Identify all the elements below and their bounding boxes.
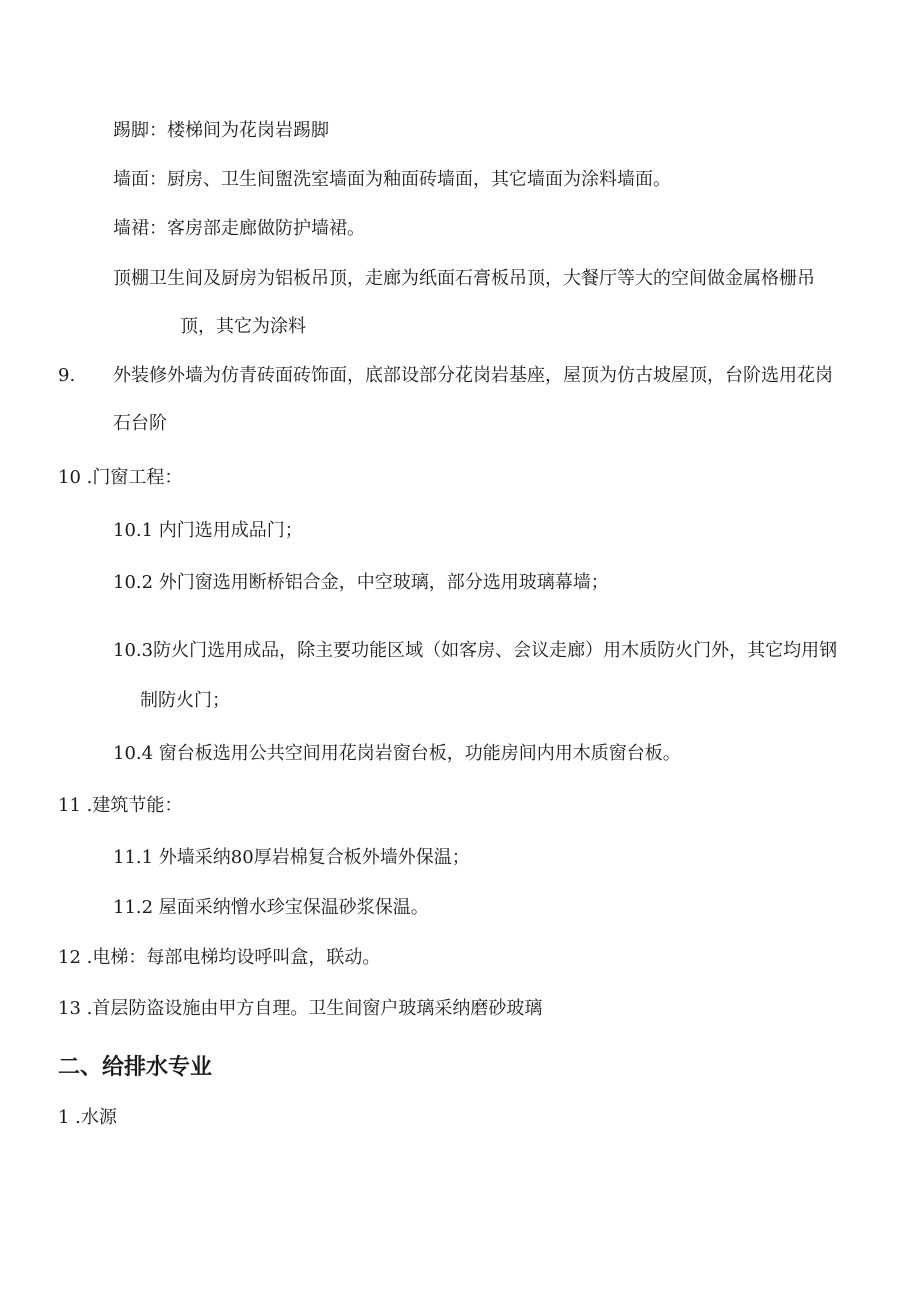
item10-sub3-line-1: 10.3防火门选用成品，除主要功能区域（如客房、会议走廊）用木质防火门外，其它均用钢 [113,640,838,661]
item13-line: 13 .首层防盗设施由甲方自理。卫生间窗户玻璃采纳磨砂玻璃 [58,998,543,1019]
item10-sub2: 10.2 外门窗选用断桥铝合金，中空玻璃，部分选用玻璃幕墙； [113,572,609,593]
section-heading: 二、给排水专业 [58,1055,213,1080]
wall-line: 墙面：厨房、卫生间盥洗室墙面为釉面砖墙面，其它墙面为涂料墙面。 [113,169,671,190]
item11-sub1: 11.1 外墙采纳80厚岩棉复合板外墙外保温； [113,847,470,868]
ceiling-line-2: 顶，其它为涂料 [180,316,306,337]
baseboard-line: 踢脚：楼梯间为花岗岩踢脚 [113,120,329,141]
item10-title: 10 .门窗工程： [58,467,183,488]
item11-sub2: 11.2 屋面采纳憎水珍宝保温砂浆保温。 [113,897,429,918]
item10-sub4: 10.4 窗台板选用公共空间用花岗岩窗台板，功能房间内用木质窗台板。 [113,743,681,764]
item9-line-1: 外装修外墙为仿青砖面砖饰面，底部设部分花岗岩基座，屋顶为仿古坡屋顶，台阶选用花岗 [113,365,833,386]
ceiling-line-1: 顶棚卫生间及厨房为铝板吊顶，走廊为纸面石膏板吊顶，大餐厅等大的空间做金属格栅吊 [113,268,815,289]
dado-line: 墙裙：客房部走廊做防护墙裙。 [113,218,365,239]
item9-line-2: 石台阶 [113,413,167,434]
item12-line: 12 .电梯：每部电梯均设呼叫盒，联动。 [58,947,381,968]
item11-title: 11 .建筑节能： [58,795,183,816]
item9-number: 9. [58,365,76,386]
section2-item1: 1 .水源 [58,1107,117,1128]
item10-sub3-line-2: 制防火门； [140,690,230,711]
item10-sub1: 10.1 内门选用成品门； [113,520,303,541]
